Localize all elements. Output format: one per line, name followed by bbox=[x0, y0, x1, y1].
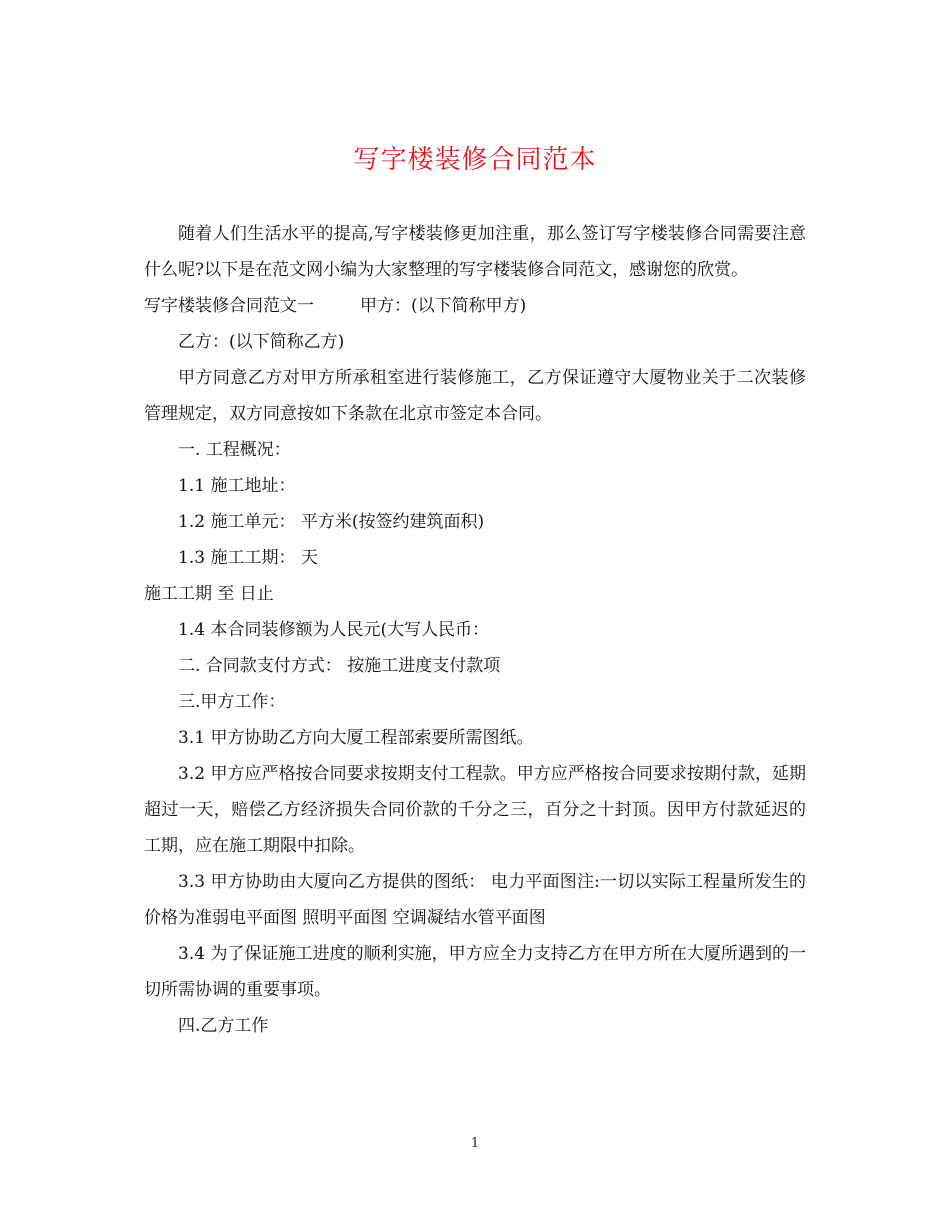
document-title: 写字楼装修合同范本 bbox=[353, 145, 597, 175]
sample-heading-line bbox=[144, 288, 806, 324]
item-1-3: 1.3 施工工期： 天 bbox=[178, 548, 318, 568]
item-3-2: 3.2 甲方应严格按合同要求按期支付工程款。甲方应严格按合同要求按期付款，延期超过一天，赔偿乙方经济损失合同价款的千分之三，百分之十封顶。因甲方付款延迟的工期，应在施工期限中扣除。 bbox=[144, 764, 806, 856]
section-4-title: 四.乙方工作 bbox=[178, 1016, 269, 1036]
agreement-paragraph: 甲方同意乙方对甲方所承租室进行装修施工，乙方保证遵守大厦物业关于二次装修管理规定，双方同意按如下条款在北京市签定本合同。 bbox=[144, 368, 806, 424]
party-b-line: 乙方：(以下简称乙方) bbox=[178, 332, 345, 352]
section-3-title: 三.甲方工作： bbox=[178, 692, 286, 712]
item-3-1: 3.1 甲方协助乙方向大厦工程部索要所需图纸。 bbox=[178, 728, 534, 748]
item-3-4: 3.4 为了保证施工进度的顺利实施，甲方应全力支持乙方在甲方所在大厦所遇到的一切所需协调的重要事项。 bbox=[144, 944, 806, 1000]
section-1-title: 一. 工程概况： bbox=[178, 440, 291, 460]
construction-period: 施工工期 至 日止 bbox=[144, 584, 274, 604]
page-number: 1 bbox=[470, 1136, 480, 1151]
intro-paragraph: 随着人们生活水平的提高,写字楼装修更加注重，那么签订写字楼装修合同需要注意什么呢?以下是在范文网小编为大家整理的写字楼装修合同范文，感谢您的欣赏。 bbox=[144, 224, 806, 280]
party-a-line: 甲方：(以下简称甲方) bbox=[360, 296, 527, 316]
item-1-2: 1.2 施工单元： 平方米(按签约建筑面积) bbox=[178, 512, 485, 532]
item-3-3: 3.3 甲方协助由大厦向乙方提供的图纸： 电力平面图注:一切以实际工程量所发生的价格为准弱电平面图 照明平面图 空调凝结水管平面图 bbox=[144, 872, 806, 928]
item-1-1: 1.1 施工地址： bbox=[178, 476, 296, 496]
sample-heading: 写字楼装修合同范文一 bbox=[144, 296, 314, 316]
document-body bbox=[144, 216, 806, 1044]
section-2-title: 二. 合同款支付方式： 按施工进度支付款项 bbox=[178, 656, 501, 676]
item-1-4: 1.4 本合同装修额为人民元(大写人民币： bbox=[178, 620, 490, 640]
